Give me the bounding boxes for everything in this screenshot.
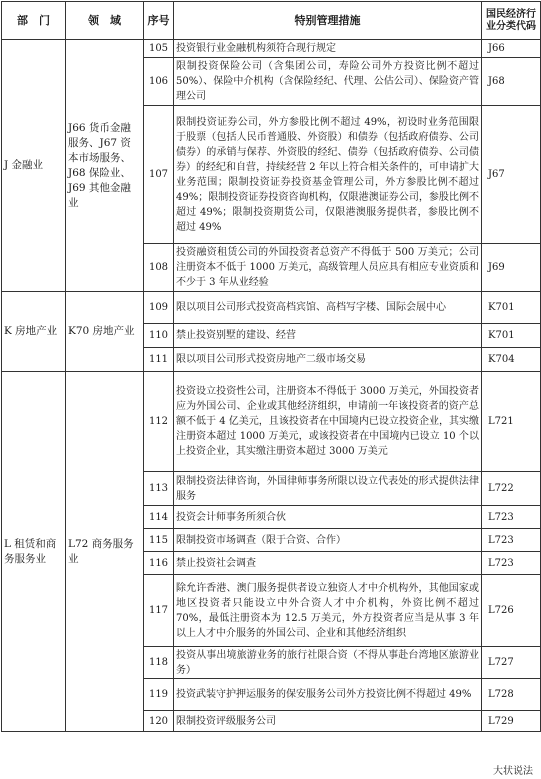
row-number: 116 bbox=[144, 552, 174, 575]
measure-text: 限制投资市场调查（限于合资、合作） bbox=[174, 529, 482, 552]
industry-code: L728 bbox=[482, 679, 541, 711]
row-number: 106 bbox=[144, 58, 174, 106]
row-number: 110 bbox=[144, 324, 174, 348]
industry-code: L723 bbox=[482, 506, 541, 529]
industry-code: L722 bbox=[482, 472, 541, 506]
industry-code: L723 bbox=[482, 552, 541, 575]
special-measures-table bbox=[1, 1, 541, 732]
row-number: 111 bbox=[144, 348, 174, 372]
row-number: 108 bbox=[144, 244, 174, 292]
row-number: 109 bbox=[144, 292, 174, 324]
industry-code: K704 bbox=[482, 348, 541, 372]
measure-text: 限以项目公司形式投资高档宾馆、高档写字楼、国际会展中心 bbox=[174, 292, 482, 324]
header-num: 序号 bbox=[144, 2, 174, 40]
industry-code: L729 bbox=[482, 711, 541, 732]
dept-cell bbox=[2, 292, 66, 372]
table-row bbox=[2, 372, 541, 472]
header-code: 国民经济行业分类代码 bbox=[482, 2, 541, 40]
measure-text: 限制投资评级服务公司 bbox=[174, 711, 482, 732]
header-row bbox=[2, 2, 541, 40]
dept-label: J 金融业 bbox=[4, 159, 44, 171]
field-cell: L72 商务服务业 bbox=[66, 372, 144, 732]
row-number: 115 bbox=[144, 529, 174, 552]
measure-text: 投资会计师事务所须合伙 bbox=[174, 506, 482, 529]
measure-text: 除允许香港、澳门服务提供者设立独资人才中介机构外，其他国家或地区投资者只能设立中外合资人才中介机构，外资比例不超过 70%，最低注册资本为 12.5 万美元，外方投资者应当是从事 3 年以上人才中介服务的外国公司、企业和其他经济组织 bbox=[174, 575, 482, 647]
industry-code: L723 bbox=[482, 529, 541, 552]
row-number: 107 bbox=[144, 106, 174, 244]
measure-text: 投资武装守护押运服务的保安服务公司外方投资比例不得超过 49% bbox=[174, 679, 482, 711]
header-field: 领 域 bbox=[66, 2, 144, 40]
dept-cell bbox=[2, 40, 66, 292]
row-number: 117 bbox=[144, 575, 174, 647]
table-row bbox=[2, 292, 541, 324]
measure-text: 限以项目公司形式投资房地产二级市场交易 bbox=[174, 348, 482, 372]
measure-text: 限制投资证券公司，外方参股比例不超过 49%，初设时业务范围限于股票（包括人民币普通股、外资股）和债券（包括政府债券、公司债券）的承销与保荐、外资股的经纪、债券（包括政府债券、公司债券）的经纪和自营，持续经营 2 年以上符合相关条件的，可申请扩大业务范围；限制投资证券投资基金管理公司，外方参股比例不超过 49%；限制投资证券投资咨询机构，仅限港澳证券公司，参股比例不超过 49%；限制投资期货公司，仅限港澳服务提供者，参股比例不超过 49% bbox=[174, 106, 482, 244]
measure-text: 投资银行业金融机构须符合现行规定 bbox=[174, 40, 482, 58]
industry-code: K701 bbox=[482, 324, 541, 348]
header-measure: 特别管理措施 bbox=[174, 2, 482, 40]
measure-text: 投资融资租赁公司的外国投资者总资产不得低于 500 万美元；公司注册资本不低于 1000 万美元，高级管理人员应具有相应专业资质和不少于 3 年从业经验 bbox=[174, 244, 482, 292]
row-number: 120 bbox=[144, 711, 174, 732]
row-number: 112 bbox=[144, 372, 174, 472]
row-number: 114 bbox=[144, 506, 174, 529]
dept-label: K 房地产业 bbox=[4, 325, 58, 337]
measure-text: 限制投资法律咨询，外国律师事务所限以设立代表处的形式提供法律服务 bbox=[174, 472, 482, 506]
measure-text: 投资从事出境旅游业务的旅行社限合资（不得从事赴台湾地区旅游业务） bbox=[174, 647, 482, 679]
industry-code: J66 bbox=[482, 40, 541, 58]
industry-code: L726 bbox=[482, 575, 541, 647]
industry-code: L727 bbox=[482, 647, 541, 679]
measure-text: 投资设立投资性公司，注册资本不得低于 3000 万美元，外国投资者应为外国公司、企业或其他经济组织，申请前一年该投资者的资产总额不低于 4 亿美元，且该投资者在中国境内已设立投资企业，其实缴注册资本超过 1000 万美元，或该投资者在中国境内已设立 10 个以上投资企业，其实缴注册资本超过 3000 万美元 bbox=[174, 372, 482, 472]
measure-text: 限制投资保险公司（含集团公司，寿险公司外方投资比例不超过 50%）、保险中介机构（含保险经纪、代理、公估公司）、保险资产管理公司 bbox=[174, 58, 482, 106]
industry-code: L721 bbox=[482, 372, 541, 472]
header-dept: 部 门 bbox=[2, 2, 66, 40]
industry-code: J67 bbox=[482, 106, 541, 244]
row-number: 113 bbox=[144, 472, 174, 506]
industry-code: J68 bbox=[482, 58, 541, 106]
industry-code: J69 bbox=[482, 244, 541, 292]
field-cell: K70 房地产业 bbox=[66, 292, 144, 372]
table-row bbox=[2, 40, 541, 58]
row-number: 105 bbox=[144, 40, 174, 58]
row-number: 119 bbox=[144, 679, 174, 711]
measure-text: 禁止投资别墅的建设、经营 bbox=[174, 324, 482, 348]
watermark: 大状说法 bbox=[491, 762, 535, 777]
field-cell: J66 货币金融服务、J67 资本市场服务、J68 保险业、J69 其他金融业 bbox=[66, 40, 144, 292]
industry-code: K701 bbox=[482, 292, 541, 324]
dept-cell: L 租赁和商务服务业 bbox=[2, 372, 66, 732]
row-number: 118 bbox=[144, 647, 174, 679]
measure-text: 禁止投资社会调查 bbox=[174, 552, 482, 575]
